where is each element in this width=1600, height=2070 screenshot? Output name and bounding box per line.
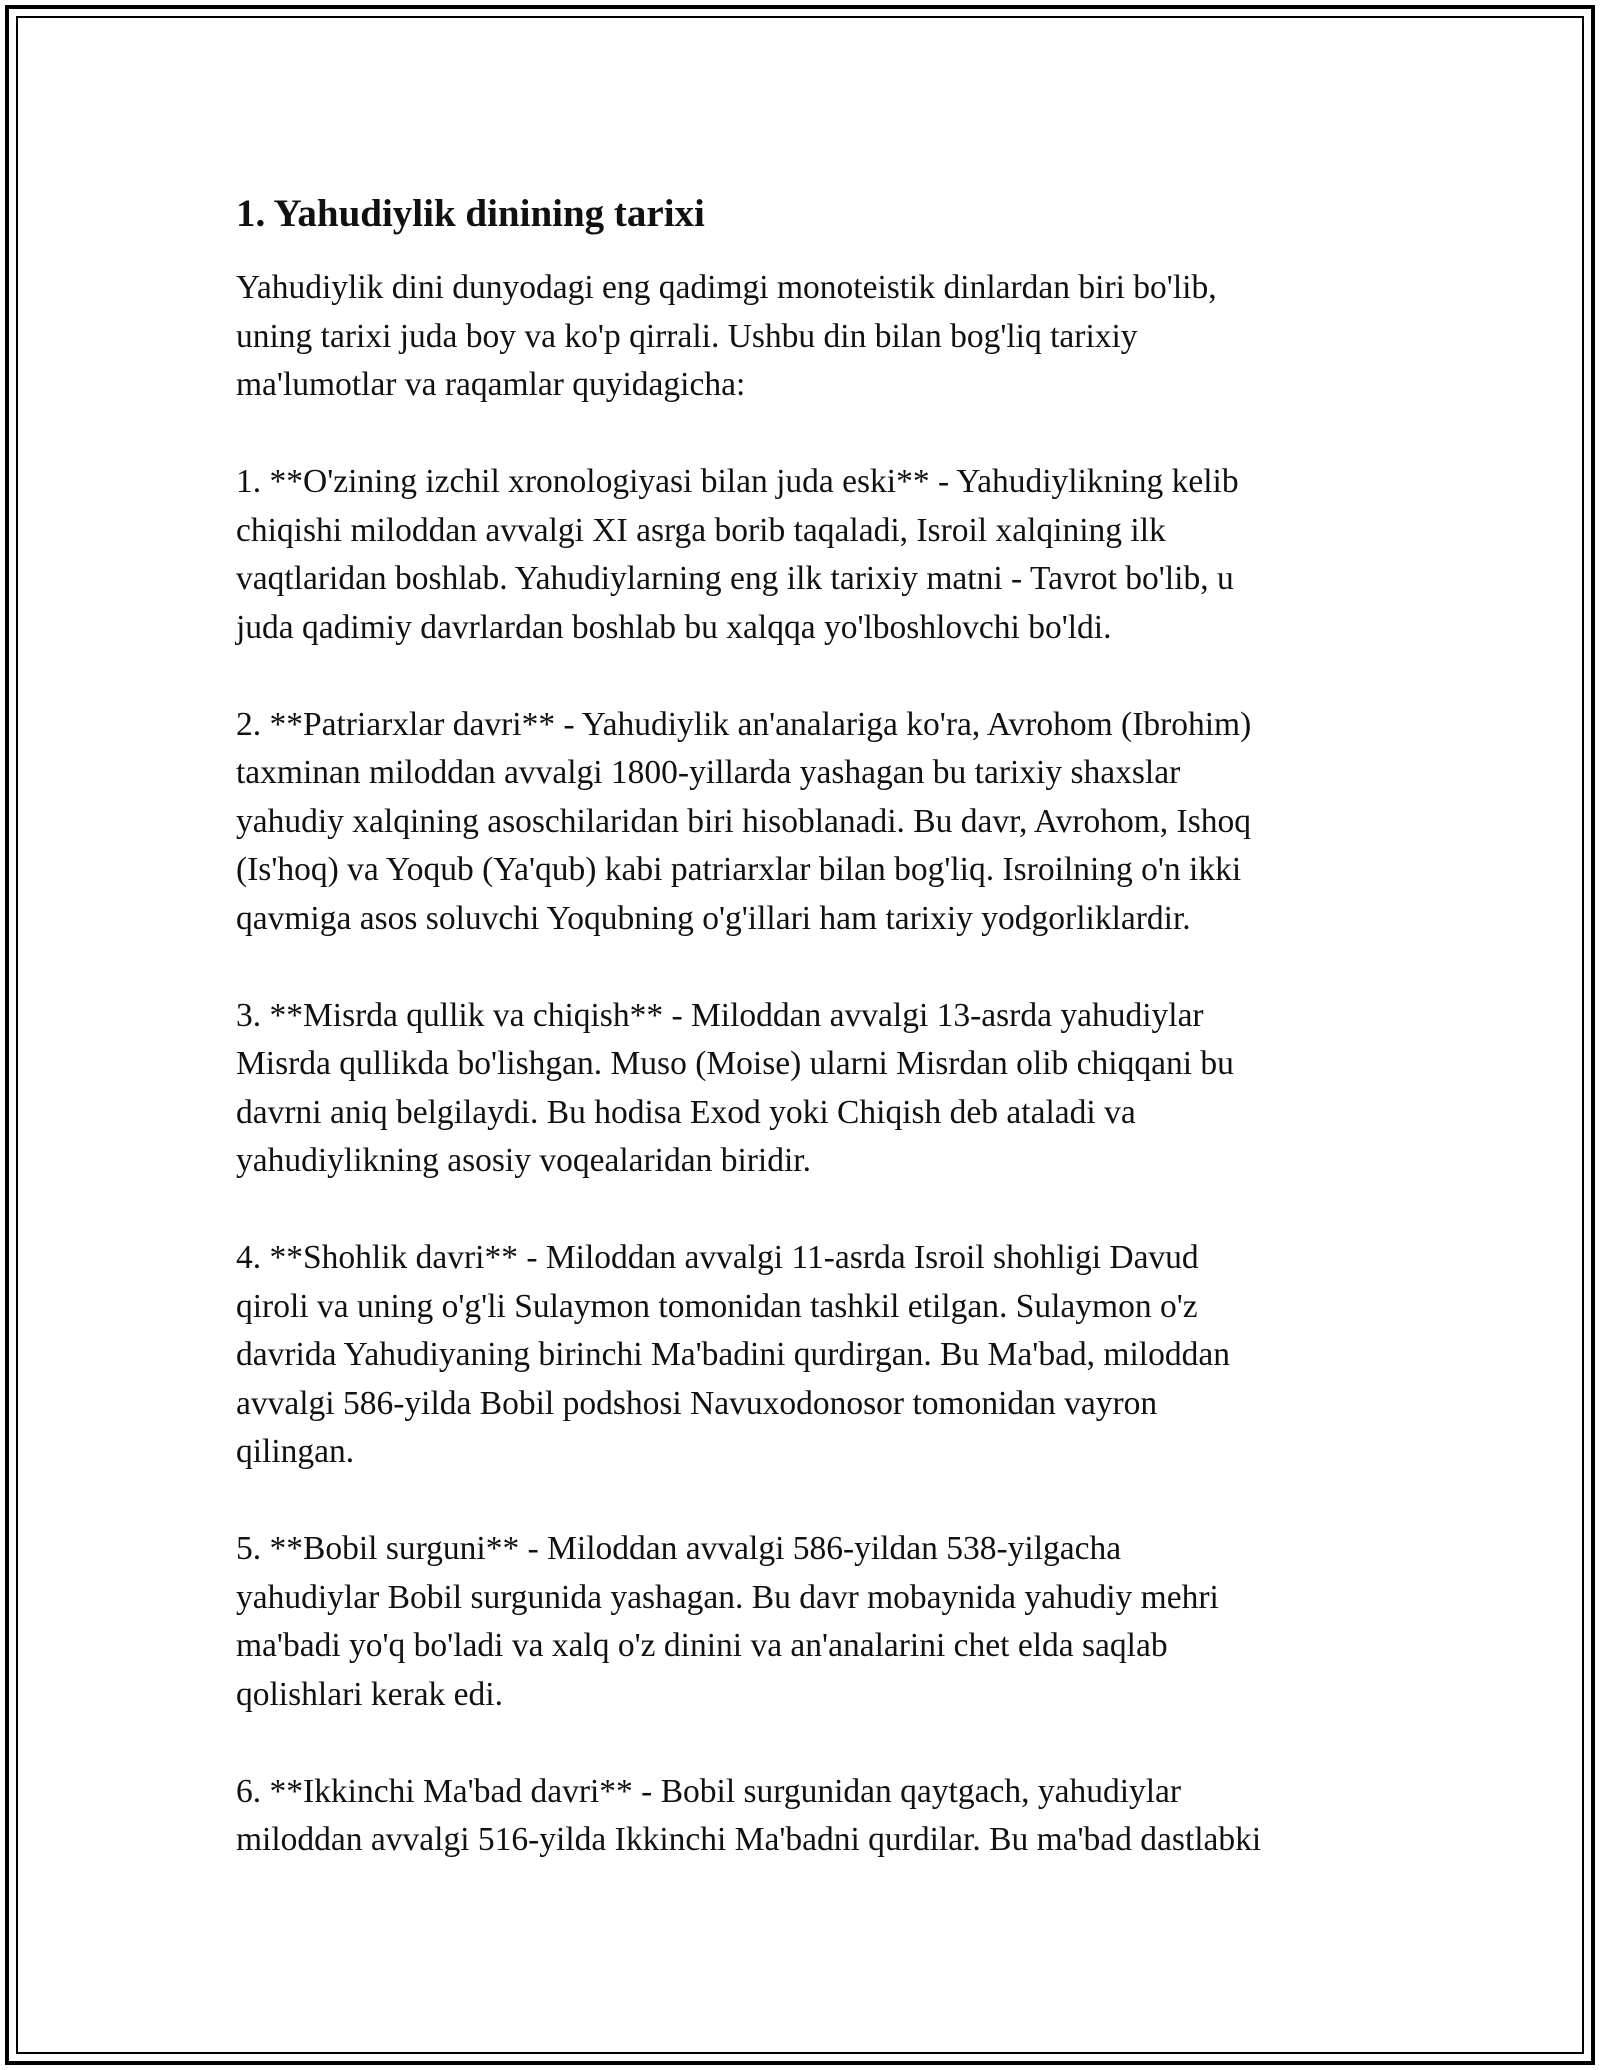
paragraph-line: yahudiylar Bobil surgunida yashagan. Bu davr mobaynida yahudiy mehri bbox=[236, 1578, 1219, 1616]
paragraph-line: 1. **O'zining izchil xronologiyasi bilan juda eski** - Yahudiylikning kelib bbox=[236, 463, 1239, 500]
paragraph-line: ma'badi yo'q bo'ladi va xalq o'z dinini va an'analarini chet elda saqlab bbox=[236, 1627, 1168, 1664]
paragraph-line: davrida Yahudiyaning birinchi Ma'badini qurdirgan. Bu Ma'bad, miloddan bbox=[236, 1336, 1230, 1373]
paragraph-line: qolishlari kerak edi. bbox=[236, 1675, 503, 1713]
paragraph-line: 3. **Misrda qullik va chiqish** - Miloddan avvalgi 13-asrda yahudiylar bbox=[236, 996, 1204, 1034]
paragraph-line: yahudiy xalqining asoschilaridan biri hisoblanadi. Bu davr, Avrohom, Ishoq bbox=[236, 802, 1251, 840]
paragraph-line: qavmiga asos soluvchi Yoqubning o'g'illari ham tarixiy yodgorliklardir. bbox=[236, 899, 1191, 937]
paragraph-intro bbox=[236, 264, 1376, 410]
paragraph-item-5 bbox=[236, 1525, 1376, 1719]
paragraph-line: vaqtlaridan boshlab. Yahudiylarning eng ilk tarixiy matni - Tavrot bo'lib, u bbox=[236, 560, 1234, 597]
paragraph-line: qiroli va uning o'g'li Sulaymon tomonidan tashkil etilgan. Sulaymon o'z bbox=[236, 1287, 1198, 1325]
paragraph-line: avvalgi 586-yilda Bobil podshosi Navuxodonosor tomonidan vayron bbox=[236, 1384, 1158, 1422]
document-body bbox=[236, 186, 1376, 1913]
paragraph-line: qilingan. bbox=[236, 1433, 355, 1470]
paragraph-line: (Is'hoq) va Yoqub (Ya'qub) kabi patriarxlar bilan bog'liq. Isroilning o'n ikki bbox=[236, 851, 1242, 888]
paragraph-line: 2. **Patriarxlar davri** - Yahudiylik an'analariga ko'ra, Avrohom (Ibrohim) bbox=[236, 705, 1252, 743]
paragraph-line: davrni aniq belgilaydi. Bu hodisa Exod yoki Chiqish deb ataladi va bbox=[236, 1093, 1136, 1131]
paragraph-item-1 bbox=[236, 458, 1376, 652]
paragraph-line: yahudiylikning asosiy voqealaridan biridir. bbox=[236, 1142, 811, 1179]
paragraph-line: 6. **Ikkinchi Ma'bad davri** - Bobil surgunidan qaytgach, yahudiylar bbox=[236, 1772, 1182, 1810]
document-title: 1. Yahudiylik dinining tarixi bbox=[236, 192, 705, 235]
paragraph-line: uning tarixi juda boy va ko'p qirrali. Ushbu din bilan bog'liq tarixiy bbox=[236, 317, 1138, 355]
paragraph-line: taxminan miloddan avvalgi 1800-yillarda yashagan bu tarixiy shaxslar bbox=[236, 754, 1181, 791]
paragraph-line: ma'lumotlar va raqamlar quyidagicha: bbox=[236, 366, 746, 403]
paragraph-item-2 bbox=[236, 701, 1376, 944]
paragraph-line: Yahudiylik dini dunyodagi eng qadimgi monoteistik dinlardan biri bo'lib, bbox=[236, 269, 1217, 306]
paragraph-line: 4. **Shohlik davri** - Miloddan avvalgi 11-asrda Isroil shohligi Davud bbox=[236, 1239, 1199, 1276]
paragraph-line: Misrda qullikda bo'lishgan. Muso (Moise) ularni Misrdan olib chiqqani bu bbox=[236, 1045, 1234, 1082]
paragraph-item-4 bbox=[236, 1234, 1376, 1477]
paragraph-line: miloddan avvalgi 516-yilda Ikkinchi Ma'badni qurdilar. Bu ma'bad dastlabki bbox=[236, 1821, 1262, 1858]
paragraph-line: 5. **Bobil surguni** - Miloddan avvalgi 586-yildan 538-yilgacha bbox=[236, 1530, 1122, 1567]
paragraph-line: juda qadimiy davrlardan boshlab bu xalqqa yo'lboshlovchi bo'ldi. bbox=[236, 608, 1112, 646]
paragraph-item-3 bbox=[236, 992, 1376, 1186]
paragraph-item-6 bbox=[236, 1768, 1376, 1865]
paragraph-line: chiqishi miloddan avvalgi XI asrga borib taqaladi, Isroil xalqining ilk bbox=[236, 511, 1166, 549]
